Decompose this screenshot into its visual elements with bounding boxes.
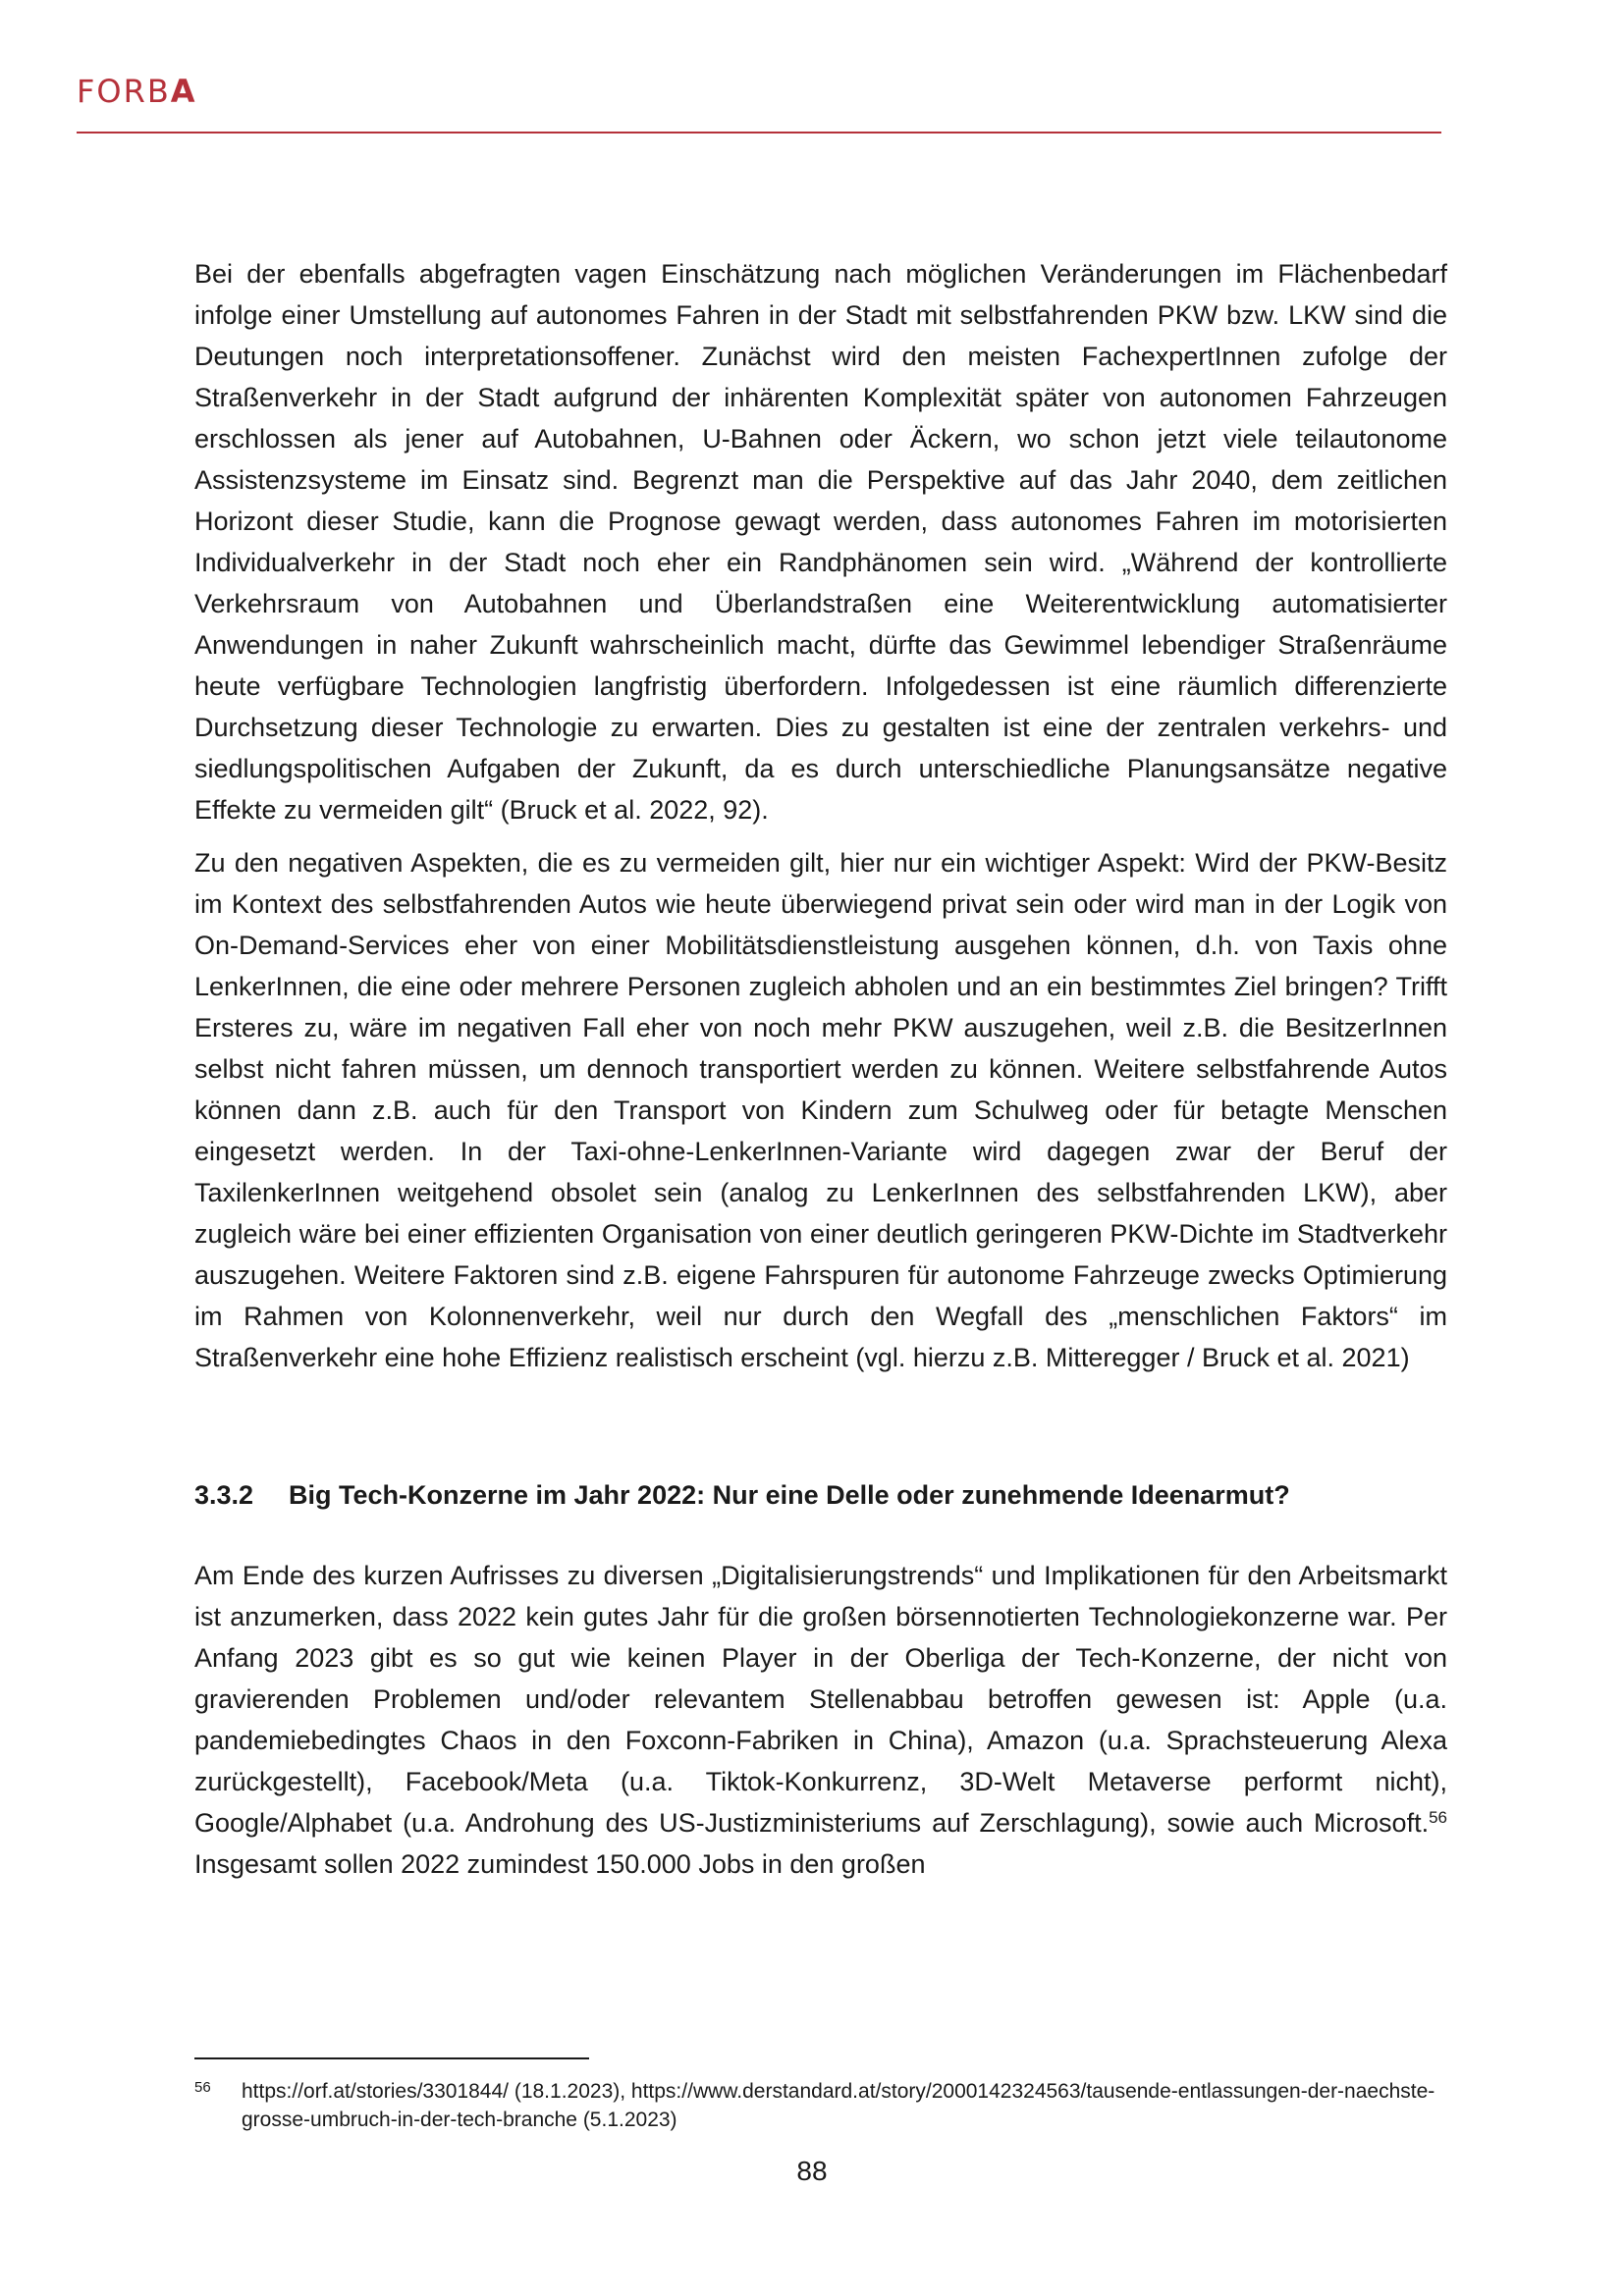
paragraph-big-tech — [194, 1555, 1447, 1885]
footnote-reference[interactable]: 56 — [1429, 1808, 1447, 1827]
forba-logo — [77, 73, 197, 110]
logo-prefix: FORB — [77, 73, 171, 110]
logo-suffix: A — [170, 73, 197, 110]
paragraph-big-tech-text: Am Ende des kurzen Aufrisses zu diversen „Digitalisierungstrends“ und Implikationen für den Arbeitsmarkt ist anzumerken, dass 2022 kein gutes Jahr für die großen börsennotierten Technologiekonzerne war. Per Anfang 2023 gibt es so gut wie keinen Player in der Oberliga der Tech-Konzerne, der nicht von gravierenden Problemen und/oder relevantem Stellenabbau betroffen gewesen ist: Apple (u.a. pandemiebedingtes Chaos in den Foxconn-Fabriken in China), Amazon (u.a. Sprachsteuerung Alexa zurückgestellt), Facebook/Meta (u.a. Tiktok-Konkurrenz, 3D-Welt Metaverse performt nicht), Google/Alphabet (u.a. Androhung des US-Justizministeriums auf Zerschlagung), sowie auch Microsoft. — [194, 1561, 1447, 1838]
paragraph-negative-aspects: Zu den negativen Aspekten, die es zu vermeiden gilt, hier nur ein wichtiger Aspekt: Wird der PKW-Besitz im Kontext des selbstfahrenden Autos wie heute überwiegend privat sein oder wird man in der Logik von On-Demand-Services eher von einer Mobilitätsdienstleistung ausgehen können, d.h. von Taxis ohne LenkerInnen, die eine oder mehrere Personen zugleich abholen und an ein bestimmtes Ziel bringen? Trifft Ersteres zu, wäre im negativen Fall eher von noch mehr PKW auszugehen, weil z.B. die BesitzerInnen selbst nicht fahren müssen, um dennoch transportiert werden zu können. Weitere selbstfahrende Autos können dann z.B. auch für den Transport von Kindern zum Schulweg oder für betagte Menschen eingesetzt werden. In der Taxi-ohne-LenkerInnen-Variante wird dagegen zwar der Beruf der TaxilenkerInnen weitgehend obsolet sein (analog zu LenkerInnen des selbstfahrenden LKW), aber zugleich wäre bei einer effizienten Organisation von einer deutlich geringeren PKW-Dichte im Stadtverkehr auszugehen. Weitere Faktoren sind z.B. eigene Fahrspuren für autonome Fahrzeuge zwecks Optimierung im Rahmen von Kolonnenverkehr, weil nur durch den Wegfall des „menschlichen Faktors“ im Straßenverkehr eine hohe Effizienz realistisch erscheint (vgl. hierzu z.B. Mitteregger / Bruck et al. 2021) — [194, 848, 1447, 1372]
section-heading — [194, 1474, 1447, 1516]
section-title: Big Tech-Konzerne im Jahr 2022: Nur eine Delle oder zunehmende Ideenarmut? — [289, 1480, 1290, 1510]
paragraph-big-tech-continuation: Insgesamt sollen 2022 zumindest 150.000 Jobs in den großen — [194, 1849, 926, 1879]
footnote — [194, 2077, 1447, 2134]
section-number: 3.3.2 — [194, 1480, 254, 1510]
page-header — [77, 69, 1441, 133]
paragraph-autonomous-driving: Bei der ebenfalls abgefragten vagen Einschätzung nach möglichen Veränderungen im Flächenbedarf infolge einer Umstellung auf autonomes Fahren in der Stadt mit selbstfahrenden PKW bzw. LKW sind die Deutungen noch interpretationsoffener. Zunächst wird den meisten FachexpertInnen zufolge der Straßenverkehr in der Stadt aufgrund der inhärenten Komplexität später von autonomen Fahrzeugen erschlossen als jener auf Autobahnen, U-Bahnen oder Äckern, wo schon jetzt viele teilautonome Assistenzsysteme im Einsatz sind. Begrenzt man die Perspektive auf das Jahr 2040, dem zeitlichen Horizont dieser Studie, kann die Prognose gewagt werden, dass autonomes Fahren im motorisierten Individualverkehr in der Stadt noch eher ein Randphänomen sein wird. „Während der kontrollierte Verkehrsraum von Autobahnen und Überlandstraßen eine Weiterentwicklung automatisierter Anwendungen in naher Zukunft wahrscheinlich macht, dürfte das Gewimmel lebendiger Straßenräume heute verfügbare Technologien langfristig überfordern. Infolgedessen ist eine räumlich differenzierte Durchsetzung dieser Technologie zu erwarten. Dies zu gestalten ist eine der zentralen verkehrs- und siedlungspolitischen Aufgaben der Zukunft, da es durch unterschiedliche Planungsansätze negative Effekte zu vermeiden gilt“ (Bruck et al. 2022, 92). — [194, 259, 1447, 825]
footnote-number: 56 — [194, 2079, 211, 2096]
footnote-divider — [194, 2057, 589, 2059]
main-content — [194, 253, 1447, 1885]
footnote-text: https://orf.at/stories/3301844/ (18.1.2023), https://www.derstandard.at/story/2000142324563/tausende-entlassungen-der-naechste-grosse-umbruch-in-der-tech-branche (5.1.2023) — [242, 2080, 1435, 2131]
page-number: 88 — [796, 2156, 828, 2186]
